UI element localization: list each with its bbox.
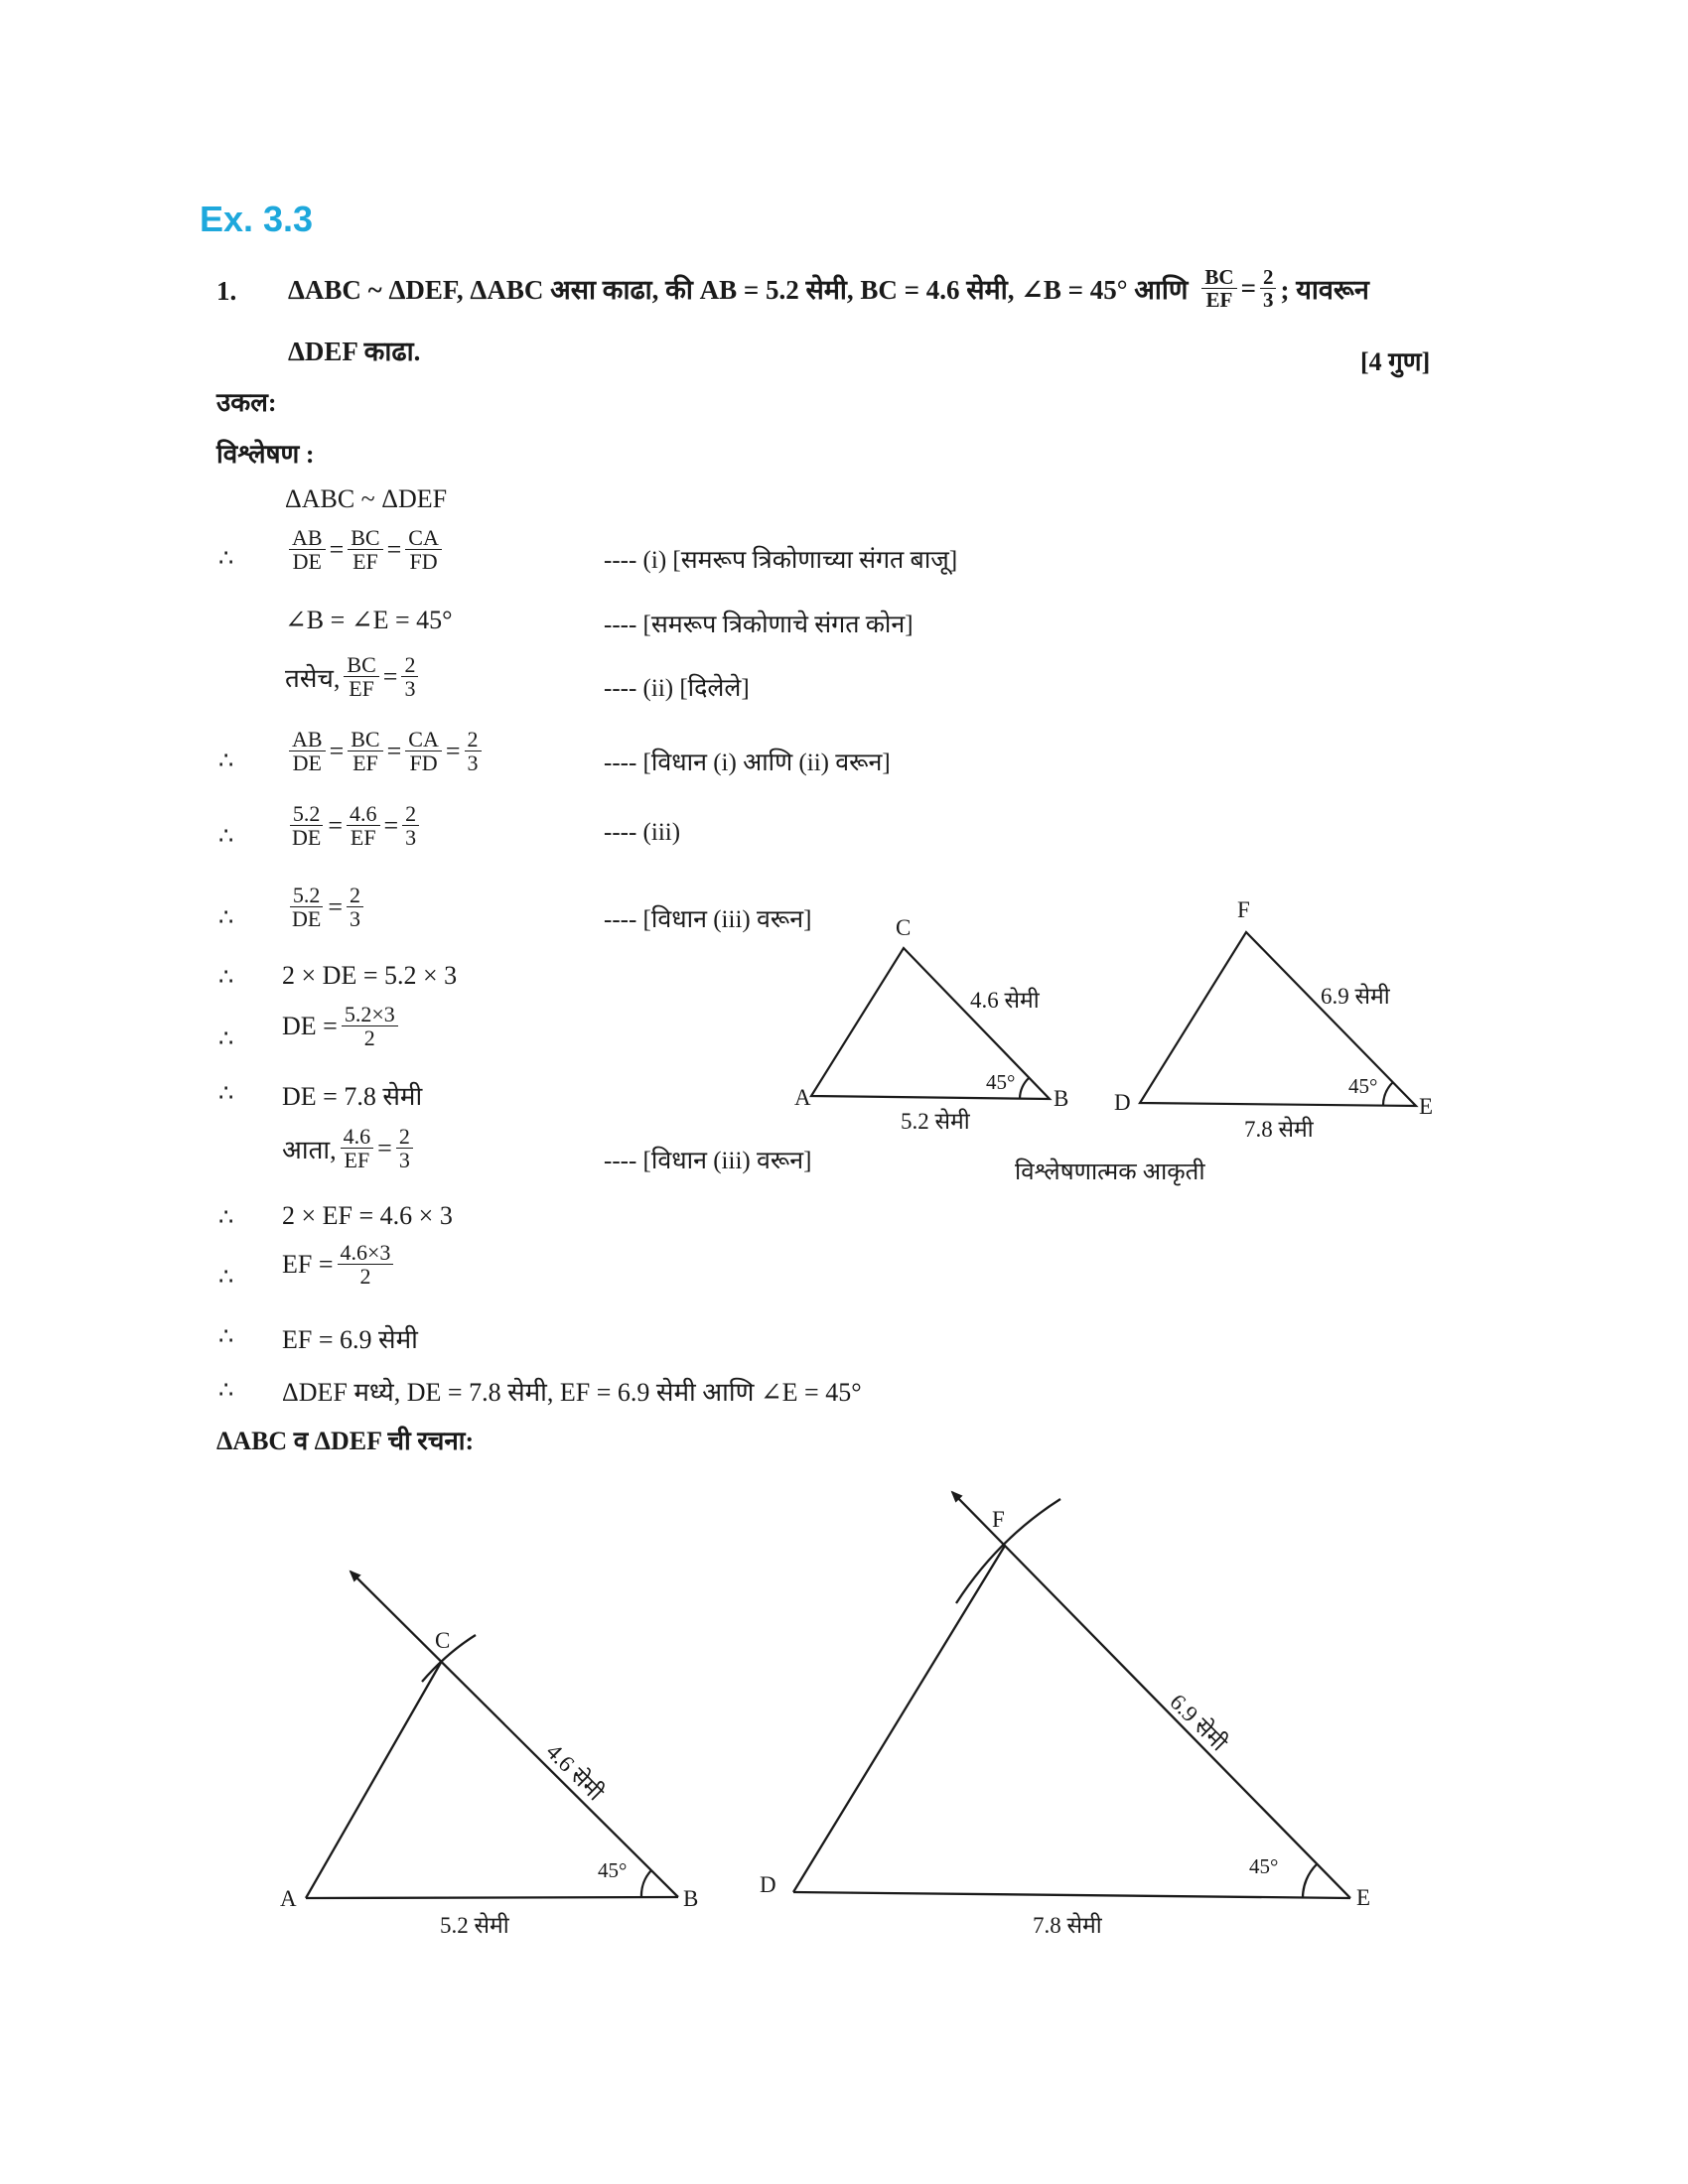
denominator: FD — [409, 549, 438, 575]
denominator: 2 — [363, 1025, 375, 1051]
exercise-title: Ex. 3.3 — [200, 199, 314, 239]
numerator: BC — [348, 526, 382, 550]
equals-sign: = — [382, 661, 398, 691]
step-angle-equal: ∠B = ∠E = 45° — [285, 606, 453, 634]
reason-text: ---- [विधान (iii) वरून] — [604, 1148, 812, 1174]
construction-label-vertex-a: A — [280, 1886, 297, 1911]
label-vertex-e: E — [1419, 1094, 1434, 1119]
fraction-numerator: BC — [1201, 266, 1236, 289]
equals-sign: = — [445, 736, 461, 765]
denominator: 3 — [404, 676, 416, 702]
construction-triangle-def — [793, 1492, 1350, 1898]
construction-label-vertex-e: E — [1356, 1885, 1371, 1910]
analysis-figure-caption: विश्लेषणात्मक आकृती — [1015, 1160, 1205, 1185]
label-side-de: 7.8 सेमी — [1244, 1117, 1314, 1142]
construction-label-vertex-b: B — [683, 1886, 699, 1911]
numerator: 2 — [396, 1125, 413, 1149]
numerator: CA — [405, 728, 442, 751]
therefore-symbol: ∴ — [218, 1081, 234, 1107]
numerator: 5.2 — [290, 884, 324, 907]
construction-label-vertex-c: C — [435, 1628, 451, 1653]
therefore-symbol: ∴ — [218, 1205, 234, 1231]
label-vertex-f: F — [1237, 897, 1250, 922]
solution-heading: उकल: — [216, 388, 277, 417]
marks-badge: [4 गुण] — [1360, 347, 1431, 376]
construction-label-side-de: 7.8 सेमी — [1033, 1913, 1102, 1938]
numerator: CA — [405, 526, 442, 550]
label-vertex-d: D — [1114, 1090, 1131, 1115]
question-line-2: ΔDEF काढा. — [288, 337, 421, 366]
label-angle-e: 45° — [1348, 1074, 1378, 1098]
denominator: FD — [409, 751, 438, 776]
numerator: 2 — [465, 728, 482, 751]
construction-triangle-abc — [306, 1571, 678, 1898]
construction-label-angle-e: 45° — [1249, 1854, 1279, 1878]
equals-sign: = — [386, 534, 402, 564]
denominator: DE — [292, 549, 322, 575]
step-prefix: EF = — [282, 1249, 334, 1279]
step-cross-multiply-ef: 2 × EF = 4.6 × 3 — [282, 1201, 453, 1230]
therefore-symbol: ∴ — [218, 1026, 234, 1052]
construction-label-vertex-f: F — [992, 1507, 1005, 1532]
label-angle-b: 45° — [986, 1070, 1016, 1094]
therefore-symbol: ∴ — [218, 965, 234, 991]
construction-label-side-ef: 6.9 सेमी — [1165, 1689, 1232, 1756]
construction-label-side-bc: 4.6 सेमी — [541, 1738, 609, 1806]
step-similarity: ΔABC ~ ΔDEF — [285, 484, 448, 513]
denominator: EF — [350, 825, 376, 851]
reason-text: ---- [विधान (i) आणि (ii) वरून] — [604, 750, 891, 776]
construction-heading: ΔABC व ΔDEF ची रचना: — [216, 1427, 475, 1455]
equals-sign: = — [383, 810, 399, 840]
equals-sign: = — [386, 736, 402, 765]
denominator: DE — [292, 825, 322, 851]
reason-text: ---- (i) [समरूप त्रिकोणाच्या संगत बाजू] — [604, 547, 958, 574]
fraction-numerator: 2 — [1260, 266, 1277, 289]
fraction-denominator: EF — [1205, 288, 1233, 313]
label-side-ef: 6.9 सेमी — [1321, 984, 1390, 1009]
numerator: 5.2 — [290, 802, 324, 826]
numerator: AB — [289, 526, 326, 550]
numerator: 4.6 — [341, 1125, 374, 1149]
label-vertex-c: C — [896, 915, 912, 940]
denominator: 3 — [405, 825, 417, 851]
numerator: 2 — [347, 884, 363, 907]
label-side-bc: 4.6 सेमी — [970, 988, 1040, 1013]
numerator: 4.6 — [347, 802, 380, 826]
therefore-symbol: ∴ — [218, 905, 234, 931]
step-de-result: DE = 7.8 सेमी — [282, 1082, 423, 1111]
numerator: 4.6×3 — [338, 1241, 394, 1265]
step-ef-result: EF = 6.9 सेमी — [282, 1325, 418, 1354]
reason-text: ---- (ii) [दिलेले] — [604, 675, 750, 702]
denominator: 3 — [350, 906, 360, 932]
numerator: 2 — [401, 653, 418, 677]
reason-text: ---- (iii) — [604, 819, 681, 846]
step-prefix: तसेच, — [285, 663, 341, 693]
therefore-symbol: ∴ — [218, 749, 234, 774]
question-text-part1: ΔABC ~ ΔDEF, ΔABC असा काढा, की AB = 5.2 सेमी, BC = 4.6 सेमी, ∠B = 45° आणि — [288, 275, 1189, 306]
numerator: BC — [344, 653, 378, 677]
numerator: AB — [289, 728, 326, 751]
reason-text: ---- [विधान (iii) वरून] — [604, 906, 812, 933]
step-prefix: DE = — [282, 1011, 338, 1040]
equals-sign: = — [328, 891, 343, 921]
therefore-symbol: ∴ — [218, 1324, 234, 1350]
denominator: EF — [352, 549, 378, 575]
construction-label-side-ab: 5.2 सेमी — [440, 1913, 509, 1938]
denominator: 2 — [359, 1264, 371, 1290]
construction-label-angle-b: 45° — [598, 1858, 628, 1882]
label-vertex-a: A — [794, 1085, 811, 1110]
denominator: 3 — [467, 751, 479, 776]
denominator: 3 — [398, 1148, 410, 1173]
equals-sign: = — [1240, 273, 1256, 304]
therefore-symbol: ∴ — [218, 1378, 234, 1404]
therefore-symbol: ∴ — [218, 824, 234, 850]
question-text-part2: ; यावरून — [1280, 275, 1369, 306]
step-cross-multiply-de: 2 × DE = 5.2 × 3 — [282, 961, 458, 990]
analysis-heading: विश्लेषण : — [216, 440, 315, 469]
therefore-symbol: ∴ — [218, 546, 234, 572]
equals-sign: = — [329, 534, 345, 564]
denominator: DE — [292, 906, 322, 932]
reason-text: ---- [समरूप त्रिकोणाचे संगत कोन] — [604, 612, 914, 638]
step-def-summary: ΔDEF मध्ये, DE = 7.8 सेमी, EF = 6.9 सेमी आणि ∠E = 45° — [282, 1378, 862, 1407]
equals-sign: = — [329, 736, 345, 765]
equals-sign: = — [328, 810, 343, 840]
construction-label-vertex-d: D — [760, 1872, 776, 1897]
question-number: 1. — [216, 276, 237, 306]
label-side-ab: 5.2 सेमी — [901, 1109, 970, 1134]
equals-sign: = — [377, 1133, 392, 1162]
denominator: EF — [349, 676, 374, 702]
fraction-denominator: 3 — [1262, 288, 1274, 313]
label-vertex-b: B — [1054, 1086, 1069, 1111]
numerator: 2 — [402, 802, 419, 826]
denominator: EF — [352, 751, 378, 776]
step-prefix: आता, — [282, 1135, 337, 1164]
denominator: EF — [344, 1148, 370, 1173]
numerator: BC — [348, 728, 382, 751]
numerator: 5.2×3 — [342, 1003, 398, 1026]
denominator: DE — [292, 751, 322, 776]
therefore-symbol: ∴ — [218, 1265, 234, 1291]
